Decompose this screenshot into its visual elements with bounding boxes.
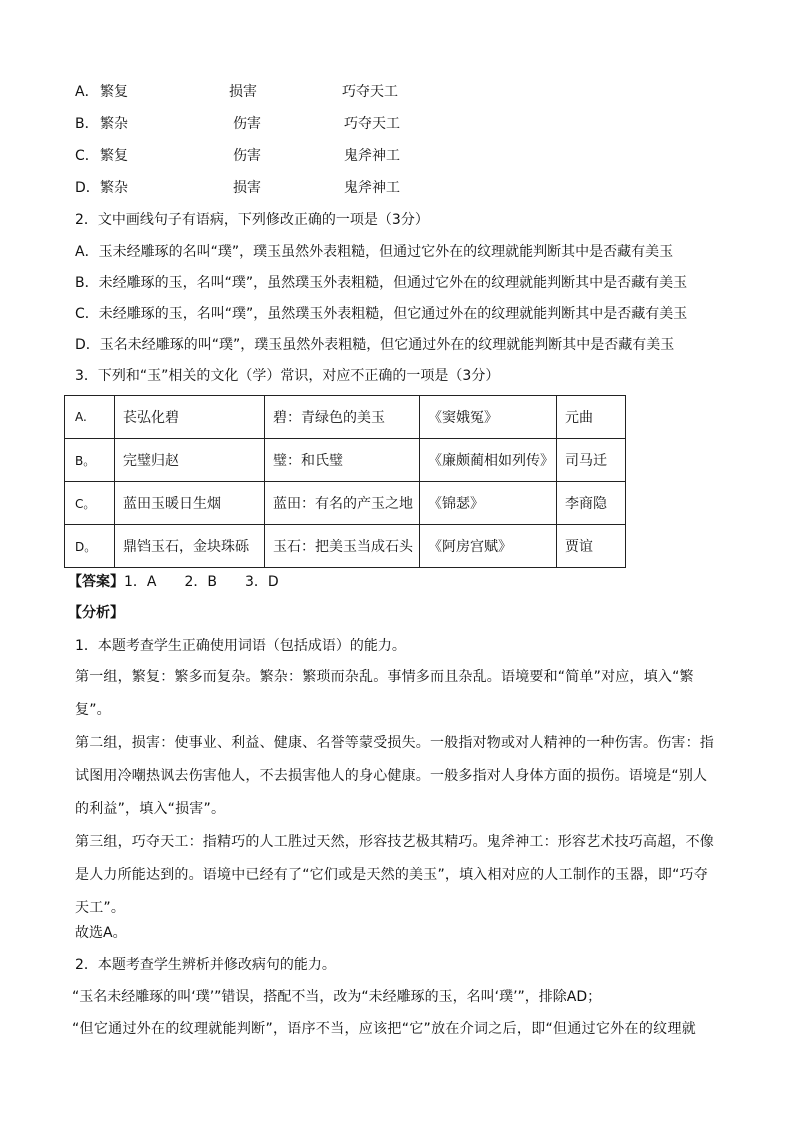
row-letter: A.	[65, 396, 115, 439]
row-work: 《廉颇蔺相如列传》	[420, 439, 557, 482]
row-letter: C。	[65, 482, 115, 525]
q2-option-a: A．玉未经雕琢的名叫“璞”，璞玉虽然外表粗糙，但通过它外在的纹理就能判断其中是否藏有美玉	[75, 244, 674, 260]
option-letter: D．	[75, 180, 100, 196]
row-work: 《锦瑟》	[420, 482, 557, 525]
q2-option-b: B．未经雕琢的玉，名叫“璞”，虽然璞玉外表粗糙，但通过它外在的纹理就能判断其中是否藏有美玉	[75, 275, 688, 291]
option-word-2: 损害	[229, 84, 257, 100]
q2-option-d: D．玉名未经雕琢的叫“璞”，璞玉虽然外表粗糙，但它通过外在的纹理就能判断其中是否藏有美玉	[75, 337, 675, 353]
analysis-p2-line-1: “玉名未经雕琢的叫‘璞’”错误，搭配不当，改为“未经雕琢的玉，名叫‘璞’”，排除AD；	[72, 989, 602, 1005]
row-explanation: 玉石：把美玉当成石头	[265, 525, 420, 568]
row-work: 《阿房宫赋》	[420, 525, 557, 568]
option-word-1: 繁杂	[100, 180, 128, 196]
option-letter: B．	[75, 116, 99, 132]
option-letter: A．	[75, 84, 99, 100]
option-word-1: 繁杂	[100, 116, 128, 132]
q2-option-c: C．未经雕琢的玉，名叫“璞”，虽然璞玉外表粗糙，但它通过外在的纹理就能判断其中是否藏有美玉	[75, 306, 688, 322]
answer-text: 1．A 2．B 3．D	[124, 574, 279, 590]
analysis-group-1: 第一组，繁复：繁多而复杂。繁杂：繁琐而杂乱。事情多而且杂乱。语境要和“简单”对应，填入“繁复”。	[75, 669, 694, 718]
option-word-1: 繁复	[100, 84, 128, 100]
option-word-1: 繁复	[100, 148, 128, 164]
option-word-3: 鬼斧神工	[344, 180, 400, 196]
row-phrase: 蓝田玉暖日生烟	[115, 482, 265, 525]
answer-label: 【答案】	[68, 574, 124, 590]
row-explanation: 璧：和氏璧	[265, 439, 420, 482]
row-author: 司马迁	[557, 439, 626, 482]
analysis-group-2: 第二组，损害：使事业、利益、健康、名誉等蒙受损失。一般指对物或对人精神的一种伤害。伤害：指试图用冷嘲热讽去伤害他人，不去损害他人的身心健康。一般多指对人身体方面的损伤。语境是“别人的利益”，填入“损害”。	[75, 735, 714, 817]
option-word-2: 损害	[233, 180, 261, 196]
literature-table	[64, 395, 626, 568]
q3-stem: 3．下列和“玉”相关的文化（学）常识，对应不正确的一项是（3分）	[75, 368, 500, 384]
option-word-3: 巧夺天工	[344, 116, 400, 132]
row-author: 贾谊	[557, 525, 626, 568]
option-word-3: 鬼斧神工	[344, 148, 400, 164]
row-phrase: 苌弘化碧	[115, 396, 265, 439]
table-row	[65, 525, 626, 568]
option-word-3: 巧夺天工	[342, 84, 398, 100]
row-explanation: 碧：青绿色的美玉	[265, 396, 420, 439]
analysis-group-3: 第三组，巧夺天工：指精巧的人工胜过天然，形容技艺极其精巧。鬼斧神工：形容艺术技巧高超，不像是人力所能达到的。语境中已经有了“它们或是天然的美玉”，填入相对应的人工制作的玉器，即“巧夺天工”。	[75, 834, 714, 916]
row-phrase: 鼎铛玉石，金块珠砾	[115, 525, 265, 568]
analysis-p1-title: 1．本题考查学生正确使用词语（包括成语）的能力。	[75, 638, 406, 654]
option-word-2: 伤害	[233, 116, 261, 132]
table-row	[65, 439, 626, 482]
q2-stem: 2．文中画线句子有语病，下列修改正确的一项是（3分）	[75, 212, 429, 228]
analysis-choose: 故选A。	[75, 925, 127, 941]
answer-line	[68, 572, 279, 592]
table-row	[65, 482, 626, 525]
row-author: 元曲	[557, 396, 626, 439]
option-letter: C．	[75, 148, 99, 164]
row-work: 《窦娥冤》	[420, 396, 557, 439]
row-phrase: 完璧归赵	[115, 439, 265, 482]
analysis-p2-line-2: “但它通过外在的纹理就能判断”，语序不当，应该把“它”放在介词之后，即“但通过它外在的纹理就	[72, 1021, 697, 1037]
table-row	[65, 396, 626, 439]
row-letter: D。	[65, 525, 115, 568]
row-letter: B。	[65, 439, 115, 482]
row-author: 李商隐	[557, 482, 626, 525]
analysis-label: 【分析】	[68, 605, 124, 621]
analysis-p2-title: 2．本题考查学生辨析并修改病句的能力。	[75, 957, 336, 973]
option-word-2: 伤害	[233, 148, 261, 164]
row-explanation: 蓝田：有名的产玉之地	[265, 482, 420, 525]
